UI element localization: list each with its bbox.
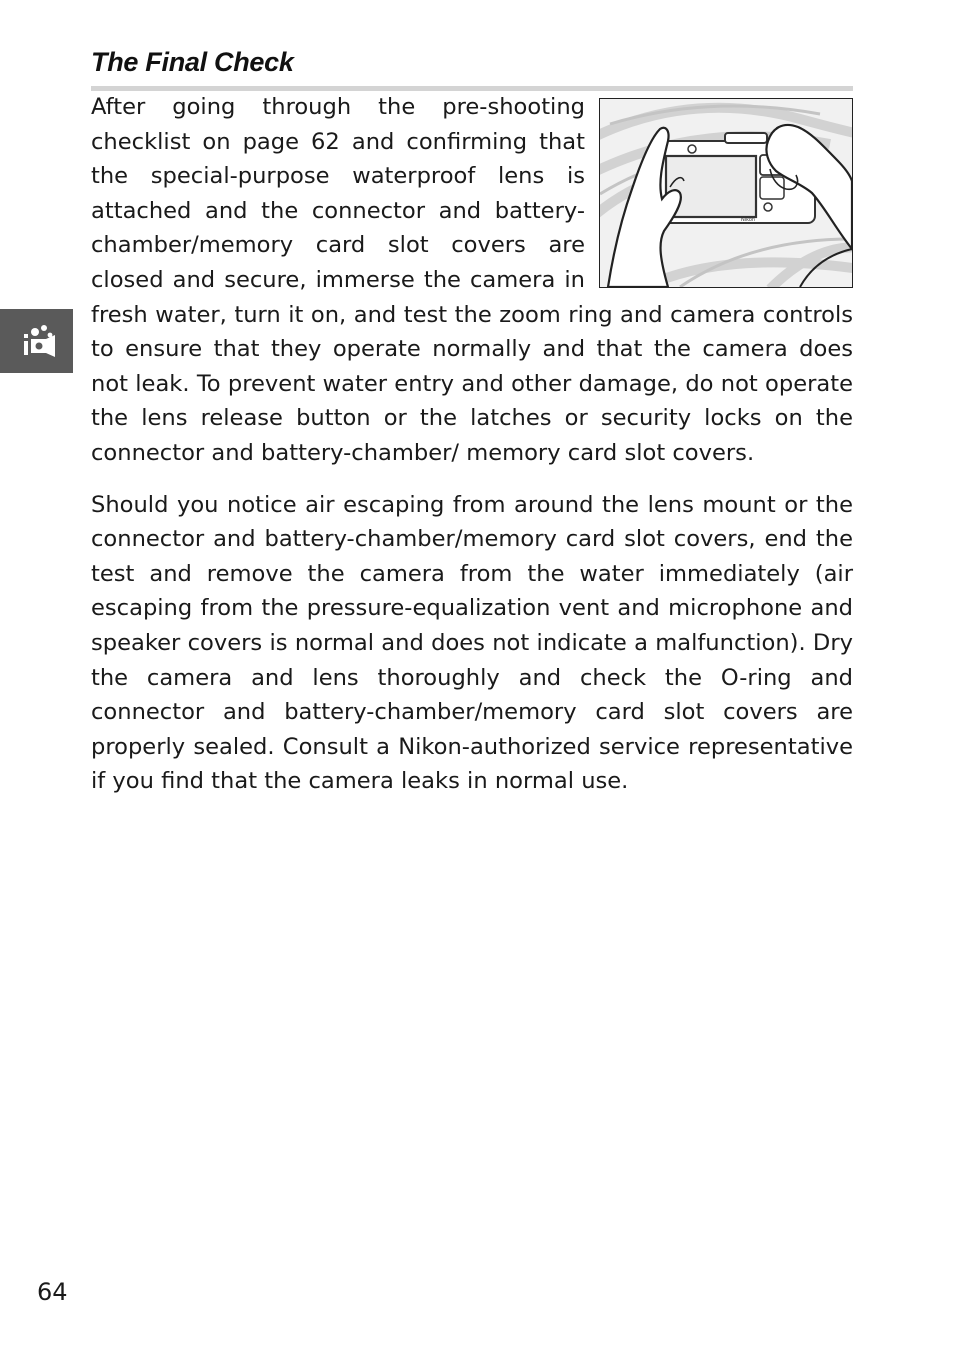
hands-holding-camera-image bbox=[600, 99, 852, 287]
chapter-tab bbox=[0, 309, 73, 373]
camera-illustration bbox=[599, 98, 853, 288]
underwater-camera-icon bbox=[22, 323, 56, 359]
figure-brand-mark: Nikon bbox=[741, 217, 756, 223]
paragraph-2: Should you notice air escaping from around the lens mount or the connector and battery-chamber/memory card slot covers, end the test and remove the camera from the water immediately (air escaping from the pressure-equalization vent and microphone and speaker covers is normal and does not indicate a malfunction). Dry the camera and lens thoroughly and check the O-ring and connector and battery-chamber/memory card slot covers are properly sealed. Consult a Nikon-authorized service representative if you find that the camera leaks in normal use. bbox=[91, 491, 853, 795]
page-number: 64 bbox=[37, 1278, 68, 1306]
paragraph-1: After going through the pre-shooting checklist on page 62 and confirming that the special-purpose waterproof lens is attached and the connector and battery-chamber/memory card slot covers are closed and secure, immerse the camera in fresh water, turn it on, and test the zoom ring and camera controls to ensure that they operate normally and that the camera does not leak. To prevent water entry and other damage, do not operate the lens release button or the latches or security locks on the connector and battery-chamber/ memory card slot covers. bbox=[91, 94, 853, 466]
body-text bbox=[91, 90, 853, 799]
section-heading: The Final Check bbox=[91, 47, 294, 77]
